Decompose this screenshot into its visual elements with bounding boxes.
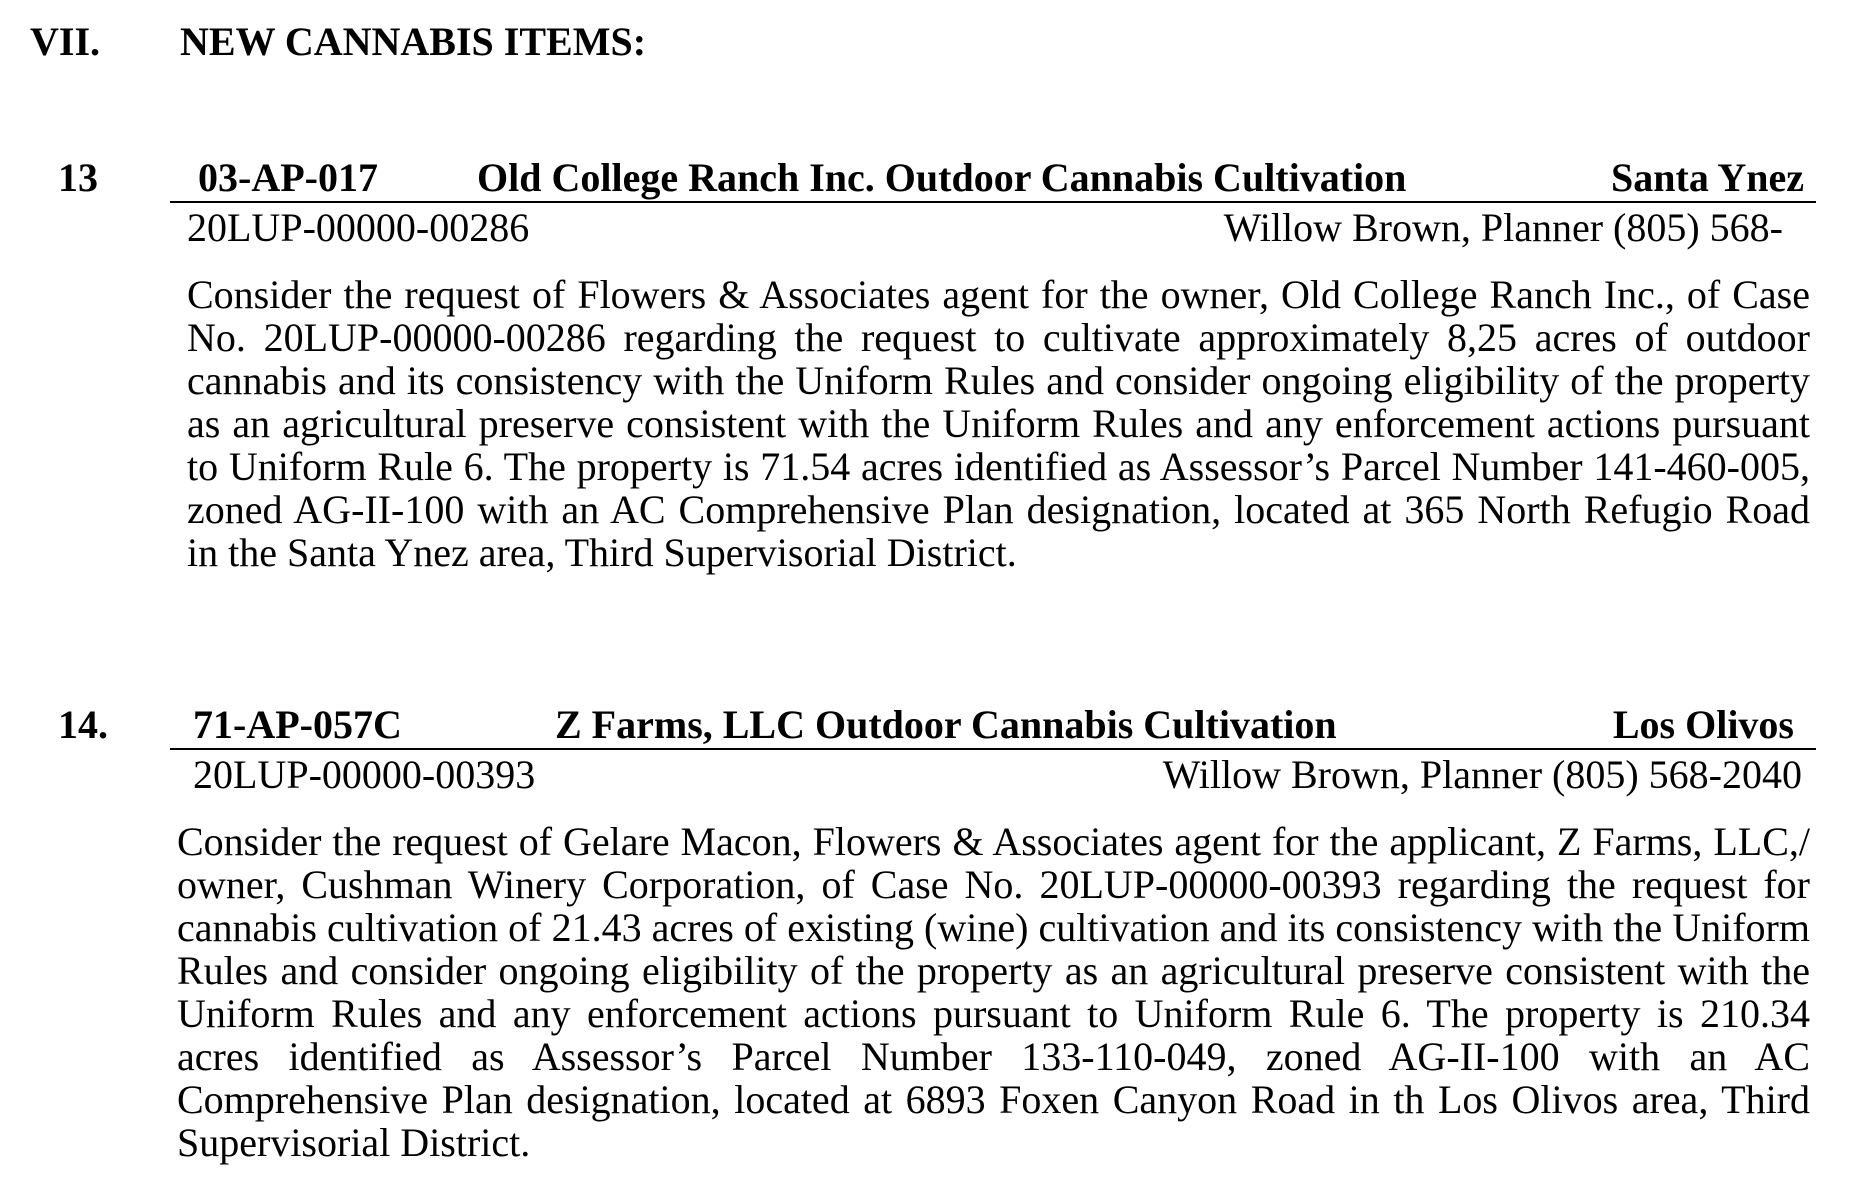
item-planner: Willow Brown, Planner (805) 568- bbox=[1223, 205, 1783, 250]
item-header bbox=[170, 702, 1816, 750]
item-description: Consider the request of Flowers & Associates agent for the owner, Old College Ranch Inc., of Case No. 20LUP-00000-00286 regarding the request to cultivate approximately 8,25 acres of outdoor cannabis and its consistency with the Uniform Rules and consider ongoing eligibility of the property as an agricultural preserve consistent with the Uniform Rules and any enforcement actions pursuant to Uniform Rule 6. The property is 71.54 acres identified as Assessor’s Parcel Number 141-460-005, zoned AG-II-100 with an AC Comprehensive Plan designation, located at 365 North Refugio Road in the Santa Ynez area, Third Supervisorial District. bbox=[187, 272, 1810, 575]
item-number: 14. bbox=[58, 702, 108, 747]
item-planner: Willow Brown, Planner (805) 568-2040 bbox=[1162, 752, 1802, 797]
item-header bbox=[170, 155, 1816, 203]
item-title: Z Farms, LLC Outdoor Cannabis Cultivation bbox=[555, 702, 1337, 747]
item-lup-number: 20LUP-00000-00286 bbox=[187, 205, 530, 250]
item-case-id: 03-AP-017 bbox=[198, 155, 378, 200]
item-lup-number: 20LUP-00000-00393 bbox=[193, 752, 536, 797]
item-location: Los Olivos bbox=[1612, 702, 1794, 747]
agenda-item bbox=[0, 155, 1860, 615]
item-case-id: 71-AP-057C bbox=[193, 702, 402, 747]
item-title: Old College Ranch Inc. Outdoor Cannabis Cultivation bbox=[477, 155, 1407, 200]
item-subheader bbox=[170, 205, 1816, 251]
item-description: Consider the request of Gelare Macon, Flowers & Associates agent for the applicant, Z Farms, LLC,/ owner, Cushman Winery Corporation, of Case No. 20LUP-00000-00393 regarding the request for cannabis cultivation of 21.43 acres of existing (wine) cultivation and its consistency with the Uniform Rules and consider ongoing eligibility of the property as an agricultural preserve consistent with the Uniform Rules and any enforcement actions pursuant to Uniform Rule 6. The property is 210.34 acres identified as Assessor’s Parcel Number 133-110-049, zoned AG-II-100 with an AC Comprehensive Plan designation, located at 6893 Foxen Canyon Road in th Los Olivos area, Third Supervisorial District. bbox=[177, 819, 1810, 1165]
item-number: 13 bbox=[58, 155, 98, 200]
item-subheader bbox=[170, 752, 1816, 798]
item-location: Santa Ynez bbox=[1611, 155, 1804, 200]
section-number: VII. bbox=[30, 19, 101, 64]
section-header bbox=[30, 19, 647, 64]
agenda-item bbox=[0, 702, 1860, 1182]
section-title: NEW CANNABIS ITEMS: bbox=[180, 19, 647, 64]
